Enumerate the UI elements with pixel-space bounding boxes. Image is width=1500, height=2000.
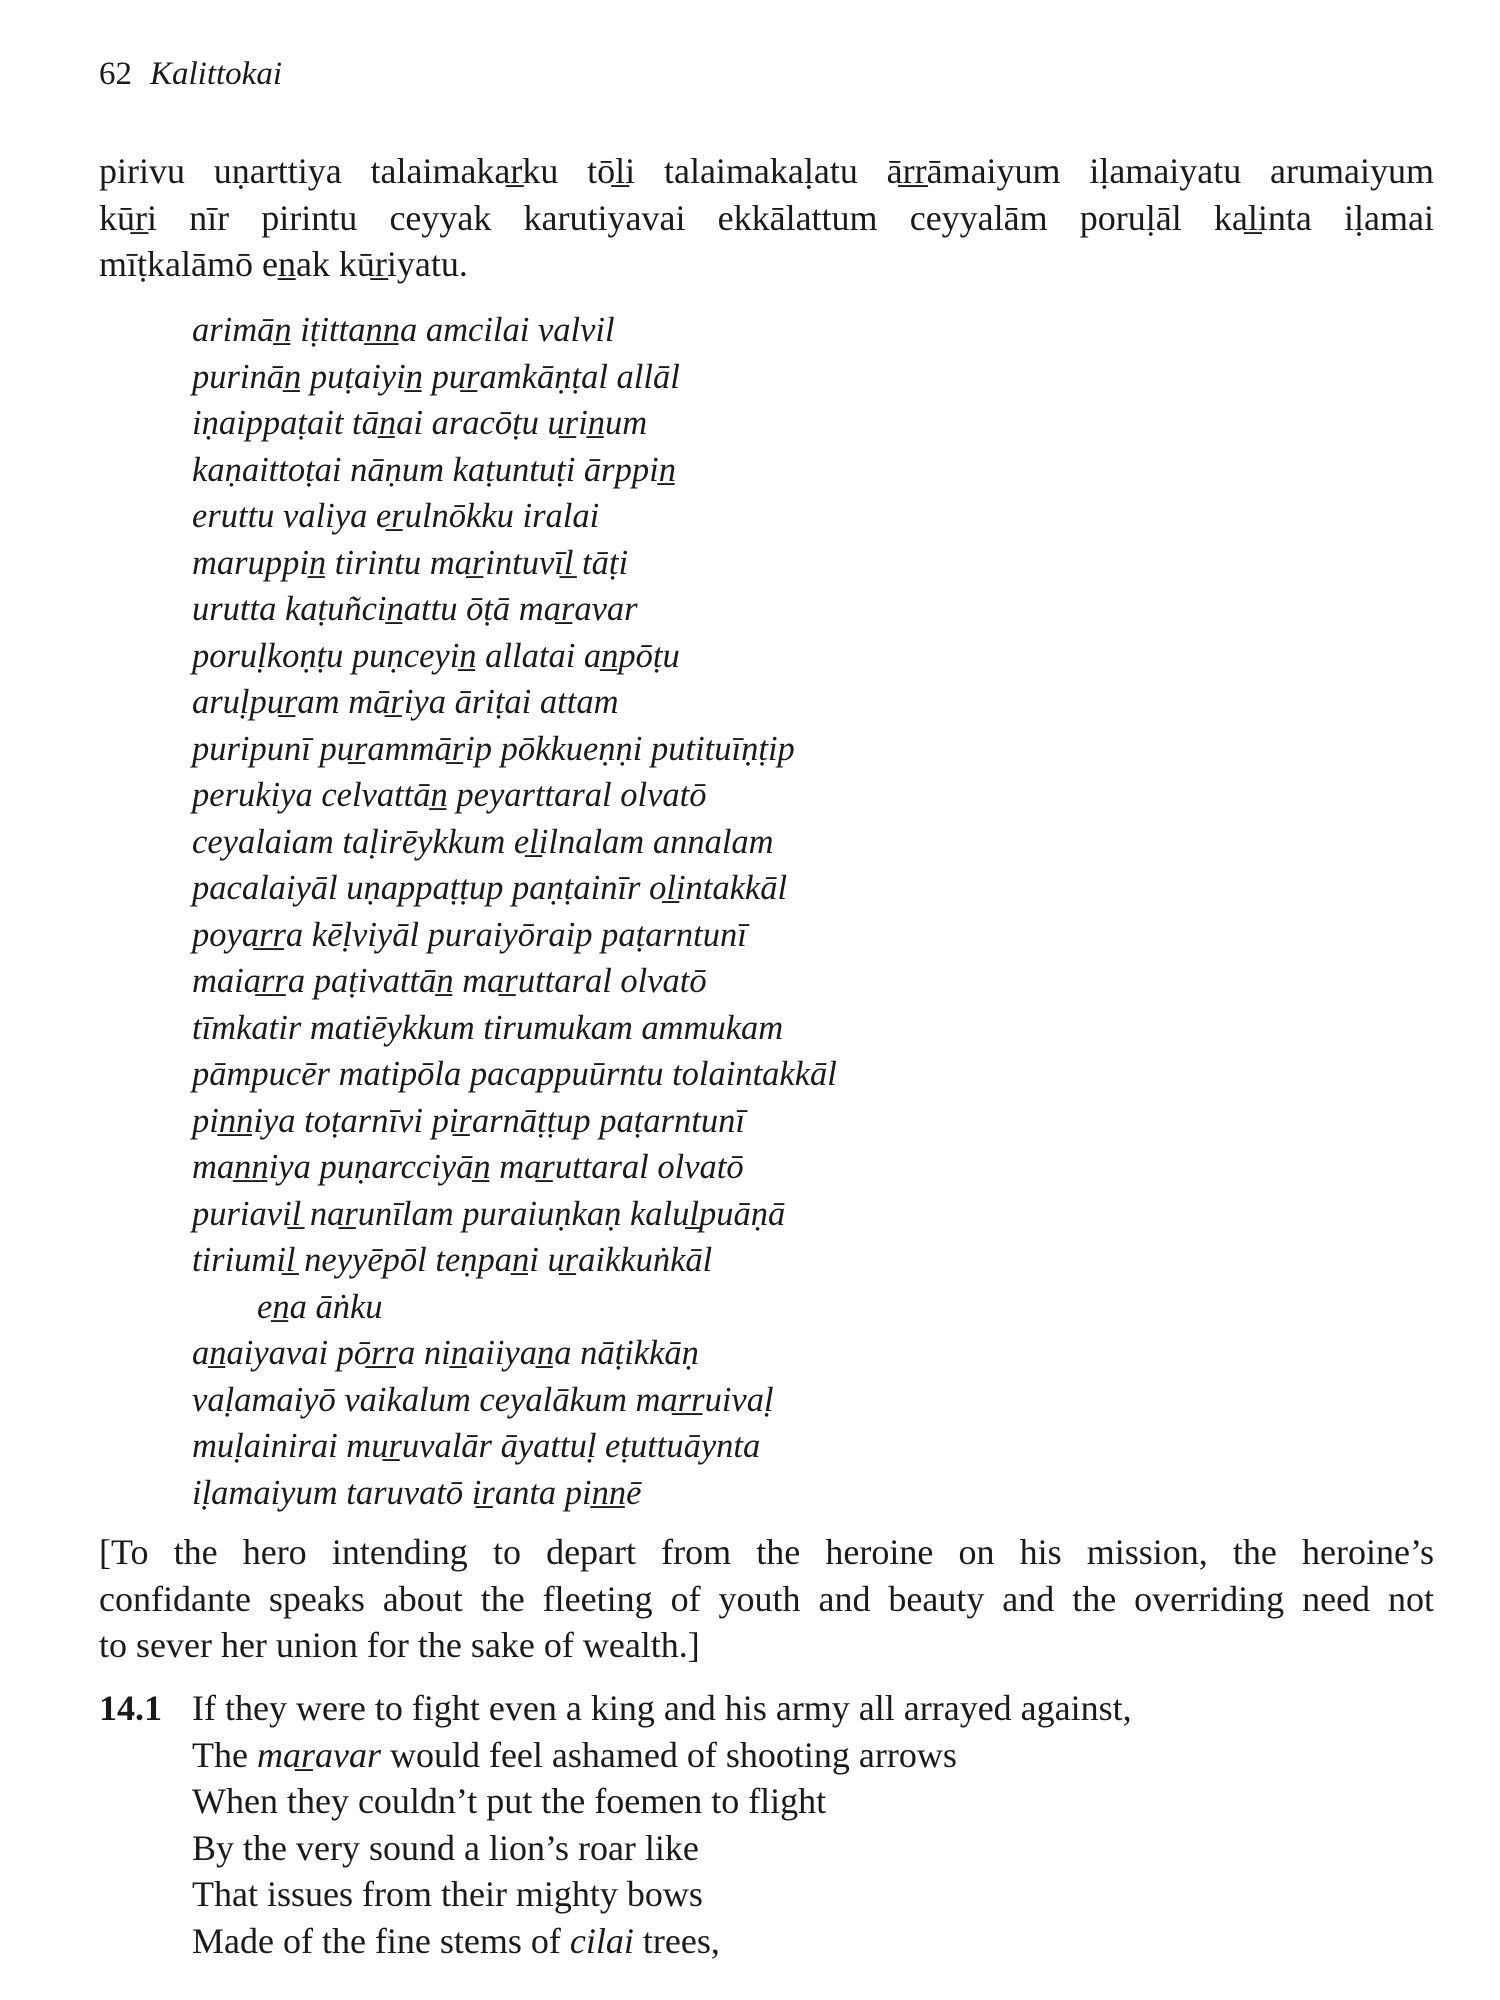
intro-line: pirivu uṇarttiya talaimakar̲ku tōl̲i talaimakaḷatu ār̲r̲āmaiyum iḷamaiyatu arumaiyum	[99, 151, 1434, 191]
book-title: Kalittokai	[150, 56, 282, 92]
intro-line: mīṭkalāmō en̲ak kūr̲iyatu.	[99, 244, 468, 284]
verse-line: iḷamaiyum taruvatō ir̲anta pin̲n̲ē	[192, 1473, 642, 1512]
translation-line	[192, 1778, 1132, 1825]
translation-line	[192, 1918, 1132, 1965]
running-head	[99, 58, 282, 91]
verse-line: perukiya celvattān̲ peyarttaral olvatō	[192, 776, 707, 814]
verse-line: man̲n̲iya puṇarcciyān̲ mar̲uttaral olvatō	[192, 1148, 744, 1186]
translation-text: The	[192, 1734, 257, 1775]
verse-line: ceyalaiam taḷirēykkum el̲ilnalam annalam	[192, 822, 774, 861]
intro-paragraph	[99, 148, 1434, 288]
verse-line: pāmpucēr matipōla pacappuūrntu tolaintakkāl	[192, 1055, 837, 1093]
intro-line: kūr̲i nīr pirintu ceyyak karutiyavai ekkālattum ceyyalām poruḷāl kal̲inta iḷamai	[99, 197, 1434, 238]
verse-line: eruttu valiya er̲ulnōkku iralai	[192, 497, 600, 535]
translation-text: If they were to fight even a king and his army all arrayed against,	[192, 1688, 1132, 1728]
verse-line: arimān̲ iṭittan̲n̲a amcilai valvil	[192, 311, 615, 349]
translation-text: trees,	[633, 1920, 720, 1961]
tamil-verse	[192, 307, 837, 1516]
verse-line: pin̲n̲iya toṭarnīvi pir̲arnāṭṭup paṭarntunī	[192, 1101, 745, 1140]
translation-lines	[192, 1685, 1132, 1964]
verse-line: tīmkatir matiēykkum tirumukam ammukam	[192, 1008, 784, 1047]
translation-text: When they couldn’t put the foemen to flight	[192, 1781, 827, 1821]
verse-line: aruḷpur̲am mār̲iya āriṭai attam	[192, 683, 619, 721]
gloss-line: confidante speaks about the fleeting of youth and beauty and the overriding need not	[99, 1578, 1434, 1619]
translation-line	[192, 1871, 1132, 1918]
translation-line	[192, 1825, 1132, 1872]
translation-text: Made of the fine stems of	[192, 1920, 570, 1961]
verse-line: vaḷamaiyō vaikalum ceyalākum mar̲r̲uivaḷ	[192, 1380, 774, 1419]
verse-line: poruḷkoṇṭu puṇceyin̲ allatai an̲pōṭu	[192, 636, 680, 675]
verse-line: kaṇaittoṭai nāṇum kaṭuntuṭi ārppin̲	[192, 450, 676, 489]
english-gloss	[99, 1529, 1434, 1669]
translation-text: By the very sound a lion’s roar like	[192, 1827, 699, 1868]
italic-term: cilai	[569, 1920, 634, 1961]
translation-text: would feel ashamed of shooting arrows	[380, 1734, 957, 1775]
translation-line	[192, 1685, 1132, 1732]
translation-line	[192, 1732, 1132, 1779]
verse-line: maruppin̲ tirintu mar̲intuvīl̲ tāṭi	[192, 543, 629, 582]
stanza-number: 14.1	[99, 1688, 162, 1728]
verse-line: maiar̲r̲a paṭivattān̲ mar̲uttaral olvatō	[192, 962, 707, 1000]
translation-text: That issues from their mighty bows	[192, 1874, 703, 1914]
verse-line: tiriumil̲ neyyēpōl teṇpan̲i ur̲aikkuṅkāl	[192, 1241, 713, 1279]
verse-line: poyar̲r̲a kēḷviyāl puraiyōraip paṭarntunī	[192, 915, 747, 954]
verse-line: urutta kaṭuñcin̲attu ōṭā mar̲avar	[192, 590, 638, 628]
verse-line: iṇaippaṭait tān̲ai aracōṭu ur̲in̲um	[192, 404, 648, 442]
verse-line: en̲a āṅku	[257, 1287, 383, 1326]
verse-line: pacalaiyāl uṇappaṭṭup paṇṭainīr ol̲intakkāl	[192, 869, 788, 907]
verse-line: puripunī pur̲ammār̲ip pōkkueṇṇi putituīṇṭip	[192, 729, 795, 768]
verse-line: muḷainirai mur̲uvalār āyattuḷ eṭuttuāynta	[192, 1427, 761, 1465]
gloss-line: to sever her union for the sake of wealth.]	[99, 1625, 700, 1665]
gloss-line: [To the hero intending to depart from the heroine on his mission, the heroine’s	[99, 1532, 1434, 1572]
page-number: 62	[99, 56, 132, 92]
italic-term: mar̲avar	[256, 1734, 381, 1775]
verse-line: purinān̲ puṭaiyin̲ pur̲amkāṇṭal allāl	[192, 357, 680, 396]
verse-line: puriavil̲ nar̲unīlam puraiuṇkaṇ kalul̲puāṇā	[192, 1194, 786, 1233]
verse-line: an̲aiyavai pōr̲r̲a nin̲aiiyan̲a nāṭikkāṇ	[192, 1334, 699, 1372]
